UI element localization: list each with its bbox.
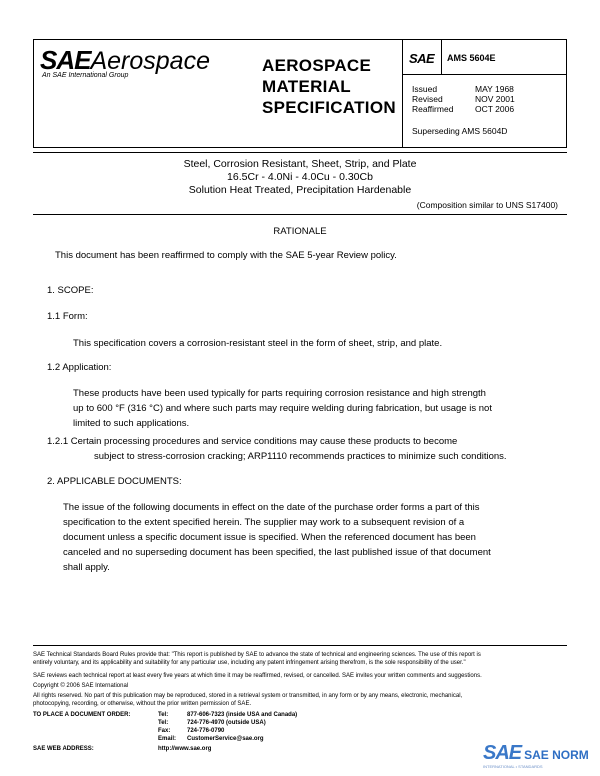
section-1-2-text [73, 386, 492, 431]
footer-review: SAE reviews each technical report at least every five years at which time it may be reaffirmed, revised, or cancelled. SAE invites your written comments and suggestions. [33, 673, 482, 679]
footer-line2: entirely voluntary, and its applicability and suitability for any particular use, including any patent infringement arising therefrom, is the sole responsibility of the user." [33, 660, 466, 666]
section-1-2-line1: These products have been used typically for parts requiring corrosion resistance and high strength [73, 388, 486, 399]
superseding: Superseding AMS 5604D [412, 126, 508, 136]
footer-line5: All rights reserved. No part of this publication may be reproduced, stored in a retrieval system or transmitted, in any form or by any means, electronic, mechanical, [33, 693, 463, 699]
logo-sae-text: SAE [40, 45, 91, 75]
watermark-sae-icon: SAE [483, 742, 522, 764]
watermark-tagline: INTERNATIONAL • STANDARDS [483, 764, 543, 769]
footer-line6: photocopying, recording, or otherwise, without the prior written permission of SAE. [33, 701, 252, 707]
title-line2: 16.5Cr - 4.0Ni - 4.0Cu - 0.30Cb [227, 171, 373, 183]
issued-value: MAY 1968 [475, 84, 514, 94]
web-value[interactable]: http://www.sae.org [158, 746, 212, 752]
section-1-1-text: This specification covers a corrosion-resistant steel in the form of sheet, strip, and plate. [73, 338, 443, 349]
revised-label: Revised [412, 94, 443, 104]
revised-value: NOV 2001 [475, 94, 515, 104]
tel2-value: 724-776-4970 (outside USA) [187, 720, 266, 726]
section-2-line2: specification to the extent specified herein. The supplier may work to a subsequent revision of a [63, 517, 465, 528]
section-1-2-1-line1: 1.2.1 Certain processing procedures and service conditions may cause these products to become [47, 436, 458, 447]
footer-line1: SAE Technical Standards Board Rules provide that: "This report is published by SAE to advance the state of technical and engineering sciences. The use of this report is [33, 652, 481, 658]
composition-note: (Composition similar to UNS S17400) [416, 200, 558, 210]
email-label: Email: [158, 736, 177, 742]
sae-norm-watermark [483, 742, 589, 765]
reaffirmed-value: OCT 2006 [475, 104, 515, 114]
spec-title-line3: SPECIFICATION [262, 98, 396, 117]
logo-subtitle: An SAE International Group [42, 72, 129, 79]
section-1-2-line3: limited to such applications. [73, 418, 190, 429]
section-2-line5: shall apply. [63, 562, 110, 573]
issued-label: Issued [412, 84, 438, 94]
rationale-text: This document has been reaffirmed to comply with the SAE 5-year Review policy. [55, 250, 397, 261]
section-2-line1: The issue of the following documents in effect on the date of the purchase order forms a part of this [63, 502, 480, 513]
footer-disclaimer [33, 651, 481, 667]
header-divider-1 [402, 39, 403, 148]
footer-rights [33, 692, 462, 708]
section-2-line4: canceled and no superseding document has been specified, the last published issue of that document [63, 547, 491, 558]
footer-rule [33, 645, 567, 646]
section-2-line3: document unless a specific document issue is specified. When the referenced document has been [63, 532, 476, 543]
section-1-heading: 1. SCOPE: [47, 285, 94, 296]
section-2-heading: 2. APPLICABLE DOCUMENTS: [47, 476, 182, 487]
title-bottom-rule [33, 214, 567, 215]
header-divider-3 [402, 74, 567, 75]
section-1-2-line2: up to 600 °F (316 °C) and where such parts may require welding during fabrication, but usage is not [73, 403, 492, 414]
email-value: CustomerService@sae.org [187, 736, 264, 742]
web-label: SAE WEB ADDRESS: [33, 746, 94, 752]
reaffirmed-label: Reaffirmed [412, 104, 454, 114]
watermark-norm-text: SAE NORM [524, 748, 589, 762]
section-2-text [63, 500, 491, 575]
document-title [33, 158, 567, 197]
spec-title [262, 55, 396, 118]
tel-value: 877-606-7323 (inside USA and Canada) [187, 712, 298, 718]
header-divider-2 [441, 39, 442, 74]
title-line3: Solution Heat Treated, Precipitation Hardenable [188, 184, 412, 196]
title-line1: Steel, Corrosion Resistant, Sheet, Strip, and Plate [183, 158, 417, 170]
section-1-1-heading: 1.1 Form: [47, 311, 88, 322]
section-1-2-heading: 1.2 Application: [47, 362, 112, 373]
footer-copyright: Copyright © 2006 SAE International [33, 683, 129, 689]
rationale-heading: RATIONALE [273, 226, 327, 237]
sae-mark: SAE [409, 51, 435, 66]
tel-label: Tel: [158, 712, 169, 718]
tel2-label: Tel: [158, 720, 169, 726]
order-label: TO PLACE A DOCUMENT ORDER: [33, 712, 131, 718]
spec-title-line2: MATERIAL [262, 77, 351, 96]
title-top-rule [33, 152, 567, 153]
fax-value: 724-776-0790 [187, 728, 225, 734]
section-1-2-1-line2: subject to stress-corrosion cracking; ARP1110 recommends practices to minimize such conditions. [94, 451, 507, 462]
spec-title-line1: AEROSPACE [262, 56, 372, 75]
logo-aerospace-text: Aerospace [90, 47, 210, 75]
fax-label: Fax: [158, 728, 171, 734]
spec-number: AMS 5604E [447, 53, 496, 63]
